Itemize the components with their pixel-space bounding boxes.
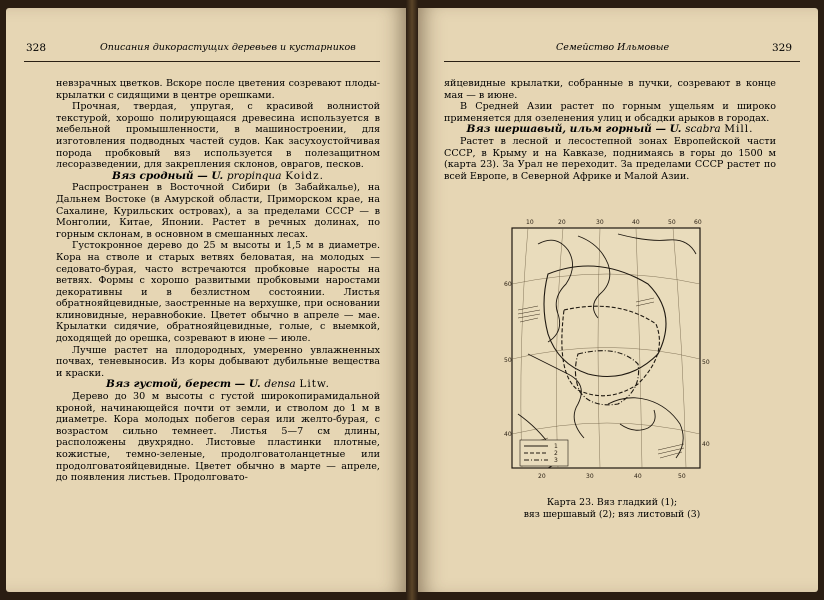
species-author: Litw.: [299, 378, 330, 391]
map-label: 20: [538, 473, 546, 480]
running-head-left: Описания дикорастущих деревьев и кустарников: [100, 42, 356, 53]
paragraph: яйцевидные крылатки, собранные в пучки, созревают в конце мая — в июне.: [444, 78, 776, 101]
right-page-text: [444, 78, 776, 182]
map-label: 30: [596, 219, 604, 226]
page-number-left: 328: [26, 42, 47, 54]
caption-line: Карта 23. Вяз гладкий (1);: [546, 497, 678, 508]
paragraph: Прочная, твердая, упругая, с красивой волнистой текстурой, хорошо полирующаяся древесина используется в мебельной промышленности, в машиностроении, для изготовления подводных частей судов. Как засухоустойчивая порода пробковый вяз используется в полезащитном лесоразведении, для закрепления склонов, оврагов, песков.: [56, 101, 380, 171]
species-heading: [444, 124, 776, 136]
map-label: 60: [694, 219, 702, 226]
map-label: 40: [702, 441, 710, 448]
caption-line: вяз шершавый (2); вяз листовый (3): [523, 508, 701, 520]
map-label: 40: [504, 431, 512, 438]
book-gutter: [406, 0, 418, 600]
map-label: 50: [668, 219, 676, 226]
paragraph: Лучше растет на плодородных, умеренно увлажненных почвах, теневыносив. Из коры добывают дубильные вещества и краски.: [56, 344, 380, 379]
species-heading: [56, 379, 380, 391]
legend-label: 3: [554, 457, 558, 464]
map-label: 20: [558, 219, 566, 226]
running-head-right: Семейство Ильмовые: [556, 42, 670, 53]
legend-label: 1: [554, 443, 558, 450]
paragraph: Распространен в Восточной Сибири (в Забайкалье), на Дальнем Востоке (в Амурской области, Приморском крае, на Сахалине, Курильских островах), а за пределами СССР — в Монголии, Китае, Японии. Растет в речных долинах, по горным склонам, в основном в смешанных лесах.: [56, 182, 380, 240]
range-map: [504, 214, 714, 488]
header-rule-right: [444, 61, 800, 62]
paragraph: Густокронное дерево до 25 м высоты и 1,5 м в диаметре. Кора на стволе и старых ветвях беловатая, на молодых — седовато-бурая, часто встречаются пробковые наросты на ветвях. Формы с хорошо развитыми пробковыми наростами декоративны и в безлистном состоянии. Листья обратнояйцевидные, заостренные на верхушке, при основании клиновидные, неравнобокие. Цветет обычно в апреле — мае. Крылатки сидячие, обратнояйцевидные, голые, с выемкой, доходящей до орешка, созревают в июне — июле.: [56, 240, 380, 345]
species-author: Mill.: [724, 123, 754, 136]
header-rule-left: [24, 61, 380, 62]
paragraph: Дерево до 30 м высоты с густой широкопирамидальной кроной, начинающейся почти от земли, и стволом до 1 м в диаметре. Кора молодых побегов серая или желто-бурая, с возрастом сильно темнеет. Листья 5—7 см длины, расположены двухрядно. Листовые пластинки плотные, кожистые, темно-зеленые, продолговатоланцетные или продолговатояйцевидные. Цветет обычно в марте — апреле, до появления листьев. Продолговато-: [56, 391, 380, 484]
paragraph: В Средней Азии растет по горным ущельям и широко применяется для озеленения улиц и обсадки арыков в городах.: [444, 101, 776, 124]
legend-label: 2: [554, 450, 558, 457]
species-latin: densa: [264, 378, 296, 391]
map-label: 50: [702, 359, 710, 366]
species-name: Вяз шершавый, ильм горный — U.: [466, 123, 682, 136]
map-label: 40: [634, 473, 642, 480]
species-name: Вяз сродный — U.: [111, 169, 224, 182]
map-caption: [504, 497, 720, 520]
species-latin: propinqua: [226, 169, 282, 182]
species-author: Koidz.: [285, 169, 325, 182]
left-page-text: [56, 78, 380, 484]
map-label: 10: [526, 219, 534, 226]
map-label: 50: [504, 357, 512, 364]
map-label: 30: [586, 473, 594, 480]
map-label: 60: [504, 281, 512, 288]
map-frame: [512, 228, 700, 468]
species-latin: scabra: [685, 123, 721, 136]
species-heading: [56, 171, 380, 183]
map-label: 40: [632, 219, 640, 226]
page-number-right: 329: [772, 42, 793, 54]
paragraph: Растет в лесной и лесостепной зонах Европейской части СССР, в Крыму и на Кавказе, поднимаясь в горы до 1500 м (карта 23). За Урал не переходит. За пределами СССР растет по всей Европе, в Северной Африке и Малой Азии.: [444, 135, 776, 182]
map-label: 50: [678, 473, 686, 480]
paragraph: невзрачных цветков. Вскоре после цветения созревают плоды-крылатки с сидящими в центре орешками.: [56, 78, 380, 101]
species-name: Вяз густой, берест — U.: [106, 378, 261, 391]
